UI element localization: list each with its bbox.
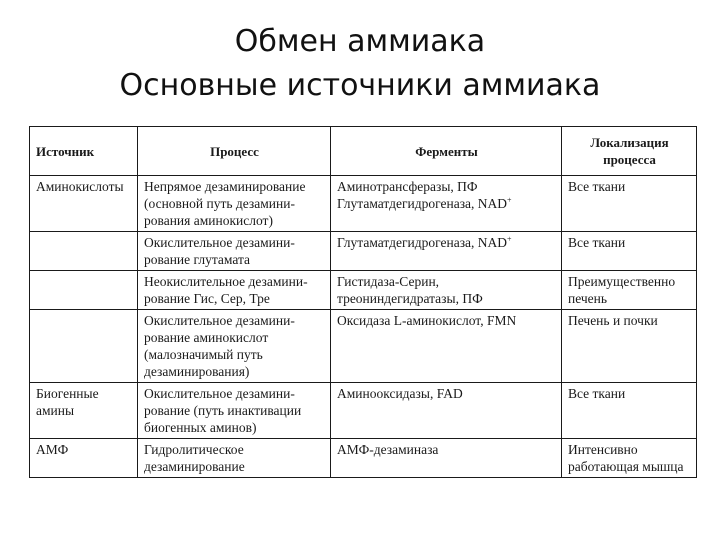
cell-localization (562, 383, 697, 439)
cell-line: Окислительное дезамини- (144, 235, 295, 250)
cell-text: Глутаматдегидрогеназа, NAD (337, 235, 508, 250)
table-row (30, 232, 697, 271)
cell-line: дезаминирования) (144, 364, 250, 379)
cell-enzymes (331, 310, 562, 383)
cell-line: (основной путь дезамини- (144, 196, 295, 211)
cell-enzymes (331, 383, 562, 439)
cell-line: Преимущественно (568, 274, 676, 289)
cell-line: Аминотрансферазы, ПФ (337, 179, 478, 194)
header-localization-line-1: Локализация (590, 135, 669, 150)
cell-line: Биогенные (36, 386, 99, 401)
ammonia-sources-table (29, 126, 697, 478)
cell-line: Непрямое дезаминирование (144, 179, 306, 194)
cell-line: Интенсивно (568, 442, 638, 457)
cell-line: Окислительное дезамини- (144, 313, 295, 328)
cell-localization (562, 176, 697, 232)
cell-line: Неокислительное дезамини- (144, 274, 308, 289)
cell-localization (562, 439, 697, 478)
cell-enzymes (331, 439, 562, 478)
cell-line: дезаминирование (144, 459, 245, 474)
cell-source (30, 271, 138, 310)
cell-process (138, 271, 331, 310)
cell-line: амины (36, 403, 75, 418)
cell-line: работающая мышца (568, 459, 684, 474)
table-row (30, 439, 697, 478)
cell-line: треониндегидратазы, ПФ (337, 291, 483, 306)
cell-line: Окислительное дезамини- (144, 386, 295, 401)
header-source: Источник (30, 127, 138, 176)
cell-line: рование Гис, Сер, Тре (144, 291, 270, 306)
cell-line: биогенных аминов) (144, 420, 257, 435)
cell-line: Все ткани (568, 386, 626, 401)
cell-localization (562, 271, 697, 310)
cell-line: рование (путь инактивации (144, 403, 302, 418)
cell-line (337, 195, 556, 212)
header-localization (562, 127, 697, 176)
cell-enzymes (331, 176, 562, 232)
table-row (30, 271, 697, 310)
table-row (30, 383, 697, 439)
cell-line: Гидролитическое (144, 442, 244, 457)
cell-source (30, 176, 138, 232)
title-line-1: Обмен аммиака (234, 24, 486, 59)
table-row (30, 310, 697, 383)
header-enzymes: Ферменты (331, 127, 562, 176)
cell-line: Все ткани (568, 235, 626, 250)
cell-line: рования аминокислот) (144, 213, 273, 228)
cell-process (138, 310, 331, 383)
cell-source (30, 439, 138, 478)
header-localization-line-2: процесса (603, 152, 656, 167)
header-process: Процесс (138, 127, 331, 176)
cell-line: Все ткани (568, 179, 626, 194)
cell-line (337, 234, 556, 251)
cell-localization (562, 310, 697, 383)
cell-line: Оксидаза L-аминокислот, FMN (337, 313, 517, 328)
cell-line: АМФ (36, 442, 69, 457)
cell-line: рование аминокислот (144, 330, 269, 345)
cell-line: АМФ-дезаминаза (337, 442, 439, 457)
cell-source (30, 383, 138, 439)
cell-enzymes (331, 232, 562, 271)
cell-line: печень (568, 291, 608, 306)
cell-process (138, 383, 331, 439)
cell-superscript: + (507, 234, 512, 244)
cell-line: (малозначимый путь (144, 347, 263, 362)
cell-line: Аминооксидазы, FAD (337, 386, 463, 401)
title-line-2: Основные источники аммиака (119, 68, 601, 103)
cell-process (138, 176, 331, 232)
cell-superscript: + (507, 195, 512, 205)
cell-line: Печень и почки (568, 313, 658, 328)
table-header-row (30, 127, 697, 176)
cell-localization (562, 232, 697, 271)
cell-source (30, 232, 138, 271)
cell-enzymes (331, 271, 562, 310)
slide-title (0, 20, 720, 108)
cell-line: рование глутамата (144, 252, 251, 267)
cell-line: Гистидаза-Серин, (337, 274, 440, 289)
cell-text: Глутаматдегидрогеназа, NAD (337, 196, 508, 211)
cell-process (138, 439, 331, 478)
cell-line: Аминокислоты (36, 179, 124, 194)
table-row (30, 176, 697, 232)
cell-source (30, 310, 138, 383)
cell-process (138, 232, 331, 271)
